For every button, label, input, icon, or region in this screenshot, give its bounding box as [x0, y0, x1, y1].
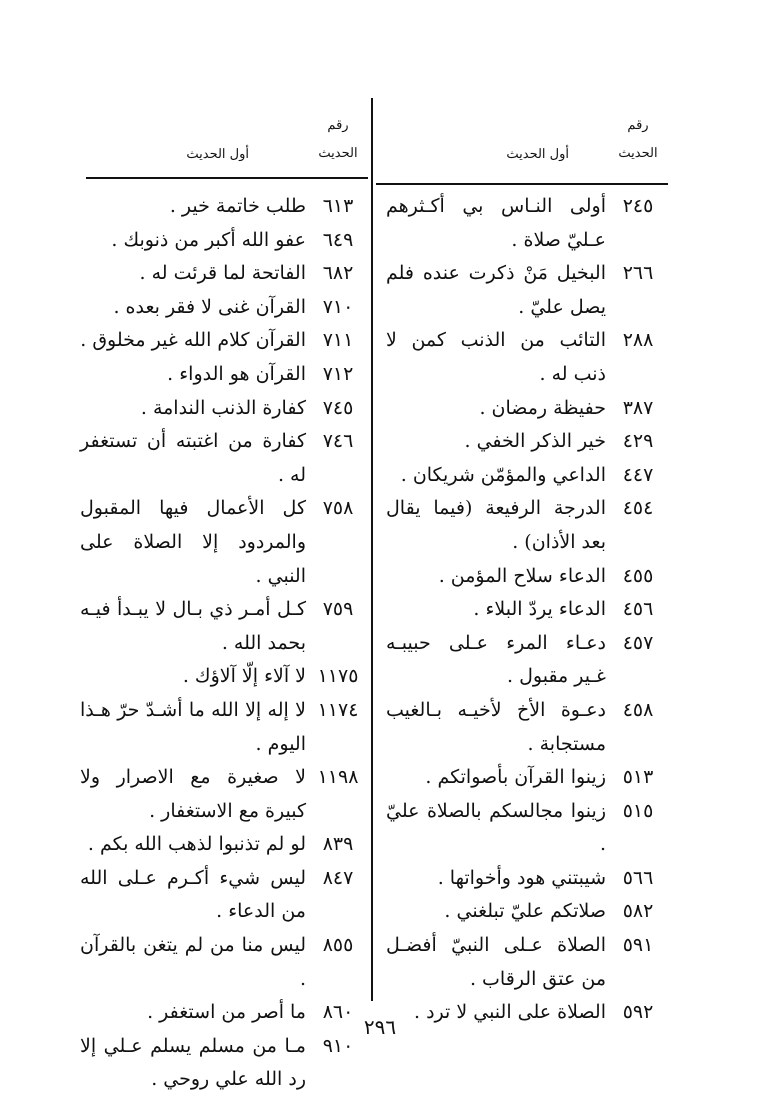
hadith-first-words: الفاتحة لما قرئت له .: [139, 262, 306, 285]
hadith-number: ٥٩١: [622, 934, 654, 957]
hadith-number: ٧١٢: [322, 362, 354, 385]
hadith-number: ٥٨٢: [622, 900, 654, 923]
hadith-number: ٤٥٨: [622, 698, 654, 721]
number-heading-line1: رقم: [627, 118, 649, 133]
number-column-heading: [612, 112, 664, 168]
hadith-first-words: دعـاء المرء عـلى حبيبـه غـير مقبول .: [386, 631, 606, 688]
hadith-number: ٦١٣: [322, 195, 354, 217]
hadith-entry: [80, 1030, 364, 1097]
hadith-first-words: الدرجة الرفيعة (فيما يقال بعد الأذان) .: [386, 497, 606, 553]
hadith-entry: [386, 627, 664, 694]
hadith-entry: [80, 761, 364, 828]
hadith-entry: [80, 224, 364, 258]
hadith-number: ٤٥٤: [622, 497, 654, 520]
number-heading-line1: رقم: [327, 118, 349, 133]
hadith-entry: [80, 694, 364, 761]
hadith-first-words: لو لم تذنبوا لذهب الله بكم .: [87, 833, 306, 856]
hadith-entry: [386, 425, 664, 459]
hadith-entry: [386, 190, 664, 257]
hadith-entry: [80, 828, 364, 862]
hadith-entry: [386, 459, 664, 493]
hadith-first-words: كـل أمـر ذي بـال لا يبـدأ فيـه بحمد الله .: [80, 598, 306, 654]
column-divider: [371, 98, 373, 1001]
hadith-first-words: طلب خاتمة خير .: [169, 195, 306, 217]
hadith-entry: [386, 560, 664, 594]
hadith-number: ٤٥٧: [622, 631, 654, 654]
column-header: [80, 112, 364, 182]
left-column: [80, 112, 364, 1097]
hadith-entry: [80, 392, 364, 426]
hadith-entry: [80, 257, 364, 291]
hadith-first-words: ما أصر من استغفر .: [147, 1001, 306, 1024]
hadith-number: ٧١١: [322, 329, 354, 352]
hadith-number: ٢٦٦: [622, 262, 654, 285]
hadith-first-words: أولى النـاس بي أكـثرهم عـليّ صلاة .: [386, 195, 606, 251]
hadith-entry: [80, 593, 364, 660]
hadith-entry: [80, 324, 364, 358]
right-column: [386, 112, 664, 1030]
hadith-entry: [386, 929, 664, 996]
hadith-entry: [80, 660, 364, 694]
hadith-first-words: لا إله إلا الله ما أشـدّ حرّ هـذا اليوم .: [80, 698, 306, 755]
hadith-first-words: دعـوة الأخ لأخيـه بـالغيب مستجابة .: [386, 698, 606, 755]
column-header: [386, 112, 664, 182]
hadith-entry: [80, 358, 364, 392]
hadith-entry: [386, 795, 664, 862]
hadith-entry: [80, 929, 364, 996]
hadith-first-words: القرآن كلام الله غير مخلوق .: [80, 329, 306, 352]
hadith-first-words: شيبتني هود وأخواتها .: [437, 866, 606, 889]
hadith-first-words: القرآن هو الدواء .: [167, 362, 306, 385]
hadith-entry: [386, 862, 664, 896]
hadith-number: ٣٨٧: [622, 396, 654, 419]
hadith-first-words: الدعاء سلاح المؤمن .: [438, 564, 606, 587]
hadith-first-words: مـا من مسلم يسلم عـلي إلا رد الله علي روحي .: [80, 1034, 306, 1091]
hadith-entry: [386, 593, 664, 627]
hadith-number: ٨٦٠: [322, 1001, 354, 1024]
hadith-number: ٦٤٩: [322, 228, 354, 251]
hadith-number: ٥١٣: [622, 766, 654, 789]
hadith-first-words: زينوا القرآن بأصواتكم .: [425, 766, 606, 789]
hadith-list: [80, 190, 364, 1097]
hadith-number: ٥١٥: [622, 799, 654, 822]
hadith-entry: [386, 257, 664, 324]
hadith-number: ٩١٠: [322, 1034, 354, 1057]
hadith-first-words: لا صغيرة مع الاصرار ولا كبيرة مع الاستغفار .: [80, 766, 306, 822]
number-heading-line2: الحديث: [618, 146, 658, 161]
hadith-number: ٤٢٩: [622, 430, 654, 453]
hadith-entry: [386, 895, 664, 929]
hadith-entry: [386, 694, 664, 761]
hadith-first-words: صلاتكم عليّ تبلغني .: [444, 900, 606, 923]
hadith-first-words: الداعي والمؤمّن شريكان .: [400, 463, 606, 486]
first-of-hadith-heading: أول الحديث: [186, 147, 249, 162]
hadith-number: ٨٣٩: [322, 833, 354, 856]
hadith-first-words: البخيل مَنْ ذكرت عنده فلم يصل عليّ .: [386, 262, 606, 318]
hadith-first-words: كفارة من اغتبته أن تستغفر له .: [80, 430, 306, 486]
hadith-number: ٧٥٨: [322, 497, 354, 520]
hadith-entry: [80, 291, 364, 325]
hadith-number: ٢٨٨: [622, 329, 654, 352]
hadith-number: ١١٧٤: [317, 698, 359, 721]
hadith-list: [386, 190, 664, 1030]
hadith-number: ٨٥٥: [322, 934, 354, 957]
hadith-first-words: الصلاة على النبي لا ترد .: [414, 1001, 606, 1024]
hadith-entry: [80, 425, 364, 492]
hadith-entry: [80, 190, 364, 224]
hadith-number: ٧١٠: [322, 295, 354, 318]
hadith-number: ١١٧٥: [317, 665, 359, 688]
hadith-first-words: زينوا مجالسكم بالصلاة عليّ .: [386, 799, 606, 856]
hadith-first-words: حفيظة رمضان .: [479, 396, 606, 419]
hadith-entry: [80, 862, 364, 929]
hadith-first-words: عفو الله أكبر من ذنوبك .: [111, 228, 306, 251]
hadith-first-words: ليس شيء أكـرم عـلى الله من الدعاء .: [80, 866, 306, 923]
hadith-entry: [386, 392, 664, 426]
hadith-number: ٥٦٦: [622, 866, 654, 889]
hadith-number: ٥٩٢: [622, 1001, 654, 1024]
hadith-entry: [80, 492, 364, 593]
hadith-number: ٧٥٩: [322, 598, 354, 621]
hadith-number: ٧٤٥: [322, 396, 354, 419]
hadith-number: ٤٥٥: [622, 564, 654, 587]
hadith-number: ٤٥٦: [622, 598, 654, 621]
hadith-first-words: الدعاء يردّ البلاء .: [473, 598, 606, 621]
number-column-heading: [312, 112, 364, 168]
hadith-first-words: التائب من الذنب كمن لا ذنب له .: [386, 329, 606, 385]
hadith-number: ٢٤٥: [622, 195, 654, 217]
hadith-number: ٤٤٧: [622, 463, 654, 486]
hadith-first-words: خير الذكر الخفي .: [464, 430, 606, 453]
first-of-hadith-heading: أول الحديث: [506, 147, 569, 162]
hadith-first-words: كفارة الذنب الندامة .: [140, 396, 306, 419]
hadith-entry: [386, 492, 664, 559]
hadith-first-words: الصلاة عـلى النبيّ أفضـل من عتق الرقاب .: [386, 934, 606, 990]
page-number: ٢٩٦: [363, 1015, 397, 1039]
hadith-entry: [386, 761, 664, 795]
hadith-entry: [386, 324, 664, 391]
hadith-first-words: كل الأعمال فيها المقبول والمردود إلا الصلاة على النبي .: [80, 497, 306, 587]
hadith-number: ٨٤٧: [322, 866, 354, 889]
hadith-number: ٦٨٢: [322, 262, 354, 285]
number-heading-line2: الحديث: [318, 146, 358, 161]
hadith-first-words: ليس منا من لم يتغن بالقرآن .: [80, 934, 306, 990]
hadith-number: ٧٤٦: [322, 430, 354, 453]
hadith-number: ١١٩٨: [317, 766, 359, 789]
hadith-first-words: القرآن غنى لا فقر بعده .: [113, 295, 306, 318]
hadith-first-words: لا آلاء إلّا آلاؤك .: [182, 665, 306, 688]
